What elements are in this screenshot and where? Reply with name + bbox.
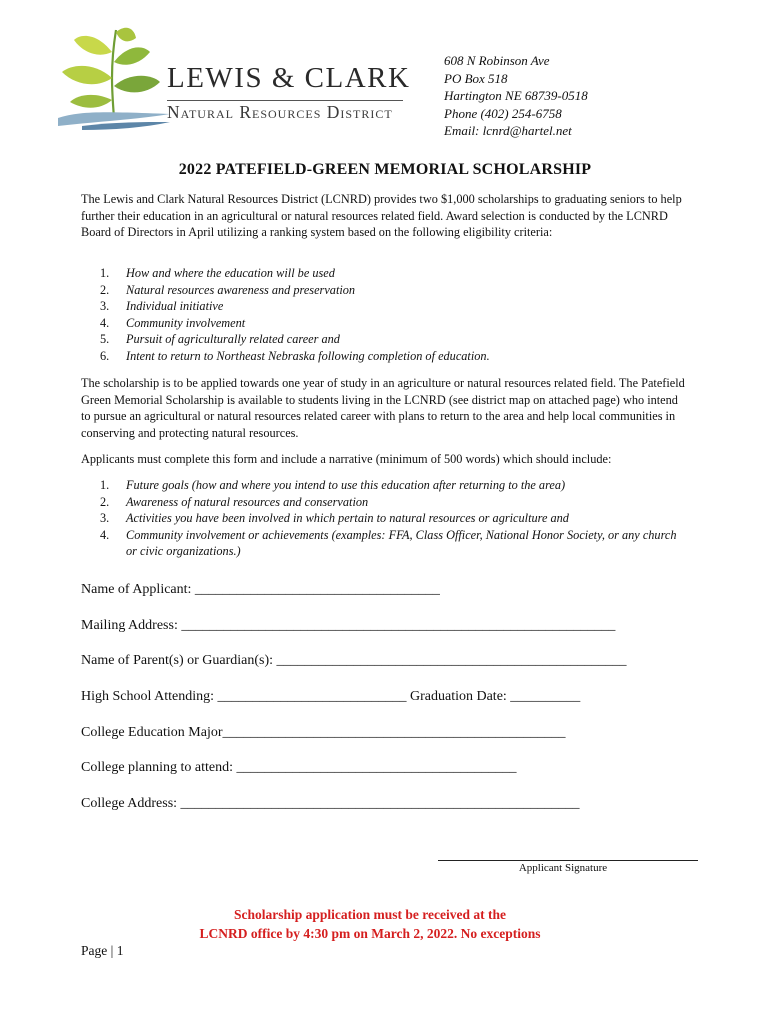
deadline-notice-line-1: Scholarship application must be received at the <box>233 907 506 922</box>
college-address-field[interactable]: College Address: _________________________________________________________ <box>81 796 580 811</box>
lcnrd-logo <box>52 22 412 132</box>
logo-divider <box>167 100 403 101</box>
college-planning-field[interactable]: College planning to attend: ________________________________________ <box>81 760 517 775</box>
list-item: 3. Individual initiative <box>100 299 224 314</box>
narrative-instructions: Applicants must complete this form and include a narrative (minimum of 500 words) which should include: <box>81 452 612 466</box>
list-item: 1. How and where the education will be used <box>100 266 335 280</box>
list-item: 4. Community involvement <box>100 315 246 330</box>
list-item: 5. Pursuit of agriculturally related career and <box>100 332 340 347</box>
narrative-list <box>100 477 690 560</box>
address-line-2: PO Box 518 <box>444 70 508 86</box>
logo-title: LEWIS & CLARK <box>167 62 411 94</box>
address-line-3: Hartington NE 68739-0518 <box>444 88 588 103</box>
parent-guardian-field[interactable]: Name of Parent(s) or Guardian(s): __________________________________________________ <box>81 653 627 668</box>
list-item: 2. Awareness of natural resources and conservation <box>100 494 369 509</box>
phone-number: Phone (402) 254-6758 <box>444 105 562 121</box>
list-item: 1. Future goals (how and where you intend to use this education after returning to the area) <box>100 478 566 492</box>
intro-paragraph: The Lewis and Clark Natural Resources District (LCNRD) provides two $1,000 scholarships to graduating seniors to help further their education in an agricultural or natural resources related field. Award selection is conducted by the LCNRD Board of Directors in April utilizing a ranking system based on the following eligibility criteria: <box>81 192 682 239</box>
document-title: 2022 PATEFIELD-GREEN MEMORIAL SCHOLARSHIP <box>178 161 592 178</box>
email-address: Email: lcnrd@hartel.net <box>444 123 572 138</box>
applicant-name-field[interactable]: Name of Applicant: ___________________________________ <box>81 582 440 597</box>
leaf-icon <box>52 22 172 132</box>
page-number: Page | 1 <box>81 943 124 958</box>
high-school-graduation-field[interactable]: High School Attending: ___________________________ Graduation Date: __________ <box>81 689 581 704</box>
signature-line[interactable] <box>438 860 698 861</box>
college-major-field[interactable]: College Education Major_________________________________________________ <box>81 725 566 740</box>
deadline-notice-line-2: LCNRD office by 4:30 pm on March 2, 2022. No exceptions <box>199 926 541 941</box>
address-line-1: 608 N Robinson Ave <box>444 53 550 68</box>
list-item: 4. Community involvement or achievements (examples: FFA, Class Officer, National Honor Society, or any church or civic organizations.) <box>100 527 677 559</box>
criteria-list <box>100 265 700 365</box>
eligibility-paragraph: The scholarship is to be applied towards one year of study in an agriculture or natural resources related field. The Patefield Green Memorial Scholarship is available to students living in the LCNRD (see district map on attached page) who intend to pursue an agricultural or natural resources related career with plans to return to the area and help local communities in conserving and protecting natural resources. <box>81 376 685 440</box>
contact-block <box>444 52 588 140</box>
signature-label: Applicant Signature <box>518 862 608 874</box>
list-item: 3. Activities you have been involved in which pertain to natural resources or agriculture and <box>100 511 569 526</box>
list-item: 2. Natural resources awareness and preservation <box>100 282 356 297</box>
logo-subtitle: Natural Resources District <box>167 102 393 122</box>
list-item: 6. Intent to return to Northeast Nebraska following completion of education. <box>100 348 490 363</box>
mailing-address-field[interactable]: Mailing Address: ______________________________________________________________ <box>81 618 616 633</box>
